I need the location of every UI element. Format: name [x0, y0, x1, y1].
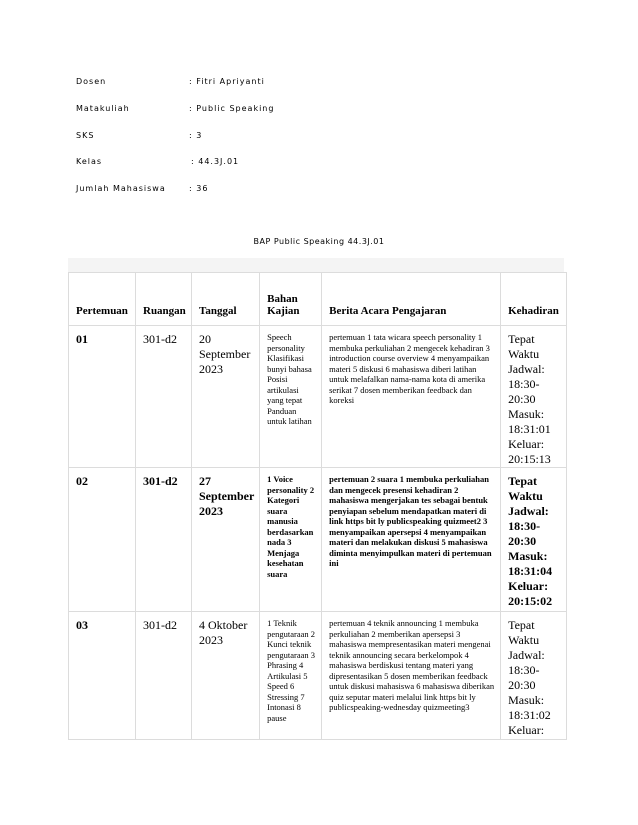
row-no: 03 — [76, 618, 88, 632]
bap-table — [68, 272, 567, 740]
matakuliah-label: Matakuliah — [76, 104, 130, 113]
row-date: 20 September 2023 — [199, 332, 251, 376]
header-berita-acara: Berita Acara Pengajaran — [322, 273, 501, 326]
table-row — [69, 326, 567, 468]
row-kehadiran: Tepat Waktu Jadwal: 18:30-20:30 Masuk: 18:31:02 Keluar: — [508, 618, 551, 737]
row-room: 301-d2 — [143, 332, 177, 346]
header-bahan-kajian: Bahan Kajian — [260, 273, 322, 326]
kelas-label: Kelas — [76, 157, 103, 166]
row-date: 27 September 2023 — [199, 474, 255, 518]
row-kehadiran: Tepat Waktu Jadwal: 18:30-20:30 Masuk: 18:31:01 Keluar: 20:15:13 — [508, 332, 551, 466]
jumlah-value: : 36 — [189, 184, 209, 193]
header-kehadiran: Kehadiran — [501, 273, 567, 326]
row-bahan: 1 Teknik pengutaraan 2 Kunci teknik pengutaraan 3 Phrasing 4 Artikulasi 5 Speed 6 Stressing 7 Intonasi 8 pause — [267, 618, 316, 723]
row-no: 01 — [76, 332, 88, 346]
table-row — [69, 612, 567, 740]
row-berita: pertemuan 4 teknik announcing 1 membuka perkuliahan 2 memberikan apersepsi 3 mahasiswa mempresentasikan materi mengenai teknik announcing secara berkelompok 4 mahasiswa berdiskusi tentang materi yang dipresentasikan 5 dosen memberikan feedback untuk diskusi mahasiswa 6 mahasiswa diberikan quiz seputar materi melalui link https bit ly publicspeaking-wednesday quizmeeting3 — [329, 618, 495, 712]
dosen-value: : Fitri Apriyanti — [189, 77, 265, 86]
header-ruangan: Ruangan — [136, 273, 192, 326]
jumlah-label: Jumlah Mahasiswa — [76, 184, 166, 193]
kelas-value: : 44.3J.01 — [191, 157, 240, 166]
matakuliah-value: : Public Speaking — [189, 104, 275, 113]
row-room: 301-d2 — [143, 618, 177, 632]
row-no: 02 — [76, 474, 88, 488]
row-bahan: 1 Voice personality 2 Kategori suara manusia berdasarkan nada 3 Menjaga kesehatan suara — [267, 474, 315, 579]
page-title: BAP Public Speaking 44.3J.01 — [253, 237, 385, 246]
row-kehadiran: Tepat Waktu Jadwal: 18:30-20:30 Masuk: 18:31:04 Keluar: 20:15:02 — [508, 474, 553, 608]
row-bahan: Speech personality Klasifikasi bunyi bahasa Posisi artikulasi yang tepat Panduan untuk latihan — [267, 332, 312, 426]
row-room: 301-d2 — [143, 474, 178, 488]
table-header-row — [69, 273, 567, 326]
header-pertemuan: Pertemuan — [69, 273, 136, 326]
table-row — [69, 468, 567, 612]
header-tanggal: Tanggal — [192, 273, 260, 326]
row-berita: pertemuan 2 suara 1 membuka perkuliahan dan mengecek presensi kehadiran 2 mahasiswa mengerjakan tes sebagai bentuk penyiapan sebelum mendapatkan materi di link https bit ly publicspeaking quizmeet2 3 menyampaikan apersepsi 4 menyampaikan materi dan melakukan diskusi 5 mahasiswa diminta menyimpulkan materi di pertemuan ini — [329, 474, 492, 568]
table-top-band — [68, 258, 564, 272]
sks-value: : 3 — [189, 131, 203, 140]
sks-label: SKS — [76, 131, 95, 140]
dosen-label: Dosen — [76, 77, 107, 86]
row-berita: pertemuan 1 tata wicara speech personality 1 membuka perkuliahan 2 mengecek kehadiran 3 introduction course overview 4 menyampaikan materi 5 diskusi 6 mahasiswa diberi latihan untuk melafalkan nama-nama kota di amerika serikat 7 dosen memberikan feedback dan koreksi — [329, 332, 490, 405]
row-date: 4 Oktober 2023 — [199, 618, 248, 647]
